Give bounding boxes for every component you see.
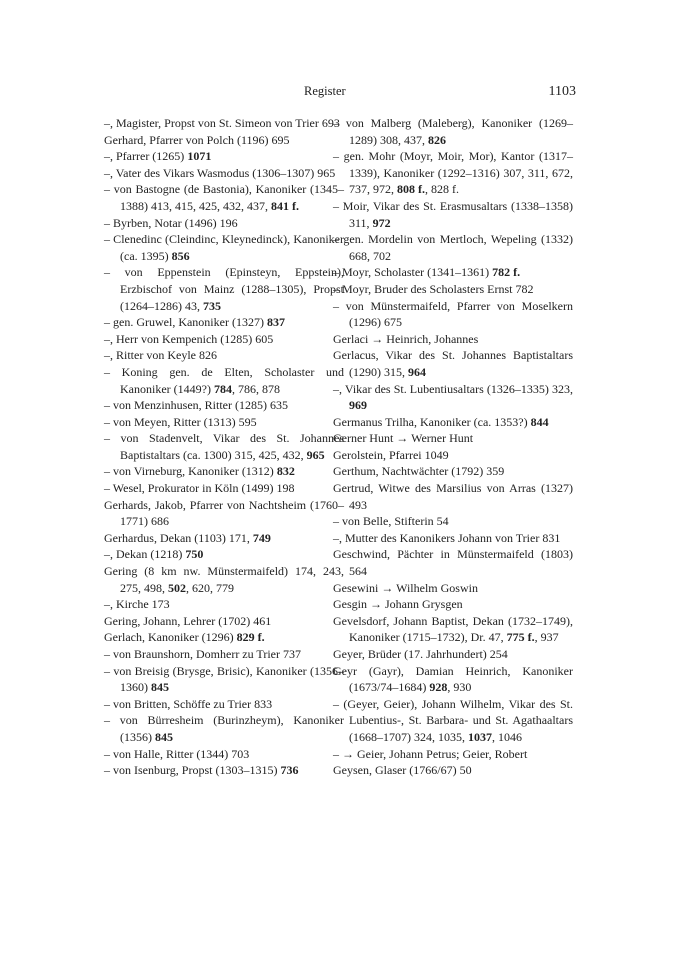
bold-page-reference: 928 [429,680,448,695]
index-entry: –, Vater des Vikars Wasmodus (1306–1307) 965 [104,165,336,180]
index-entry: – (Geyer, Geier), Johann Wilhelm, Vikar des St. Lubentius-, St. Barbara- und St. Agathaaltars (1668–1707) 324, 1035, 1037, 1046 [333,696,573,744]
bold-page-reference: 782 f. [492,265,521,280]
index-entry: – von Belle, Stifterin 54 [333,514,449,529]
bold-page-reference: 502 [168,580,186,595]
bold-page-reference: 856 [171,248,190,263]
index-entry: – von Halle, Ritter (1344) 703 [104,746,250,761]
index-entry: –, Pfarrer (1265) 1071 [104,149,212,164]
bold-page-reference: 750 [185,547,204,562]
index-entry: – Clenedinc (Cleindinc, Kleynedinck), Kanoniker (ca. 1395) 856 [104,232,344,263]
index-entry: Gerner Hunt → Werner Hunt [333,431,474,446]
index-entry: Gerthum, Nachtwächter (1792) 359 [333,464,505,479]
index-entry: Gerlach, Kanoniker (1296) 829 f. [104,630,265,645]
bold-page-reference: 964 [408,364,426,379]
bold-page-reference: 1037 [468,729,492,744]
index-entry: Gering, Johann, Lehrer (1702) 461 [104,613,272,628]
bold-page-reference: 844 [530,414,549,429]
bold-page-reference: 829 f. [236,630,265,645]
bold-page-reference: 749 [252,530,271,545]
index-entry: – von Menzinhusen, Ritter (1285) 635 [104,398,288,413]
index-entry: – von Isenburg, Propst (1303–1315) 736 [104,763,299,778]
index-entry: – gen. Mohr (Moyr, Moir, Mor), Kantor (1317–1339), Kanoniker (1292–1316) 307, 311, 672, 737, 972, 808 f., 828 f. [333,149,573,197]
page-header [0,84,700,104]
index-entry: Gerolstein, Pfarrei 1049 [333,447,449,462]
index-entry: Gesgin → Johann Grysgen [333,597,463,612]
index-entry: – Moyr, Bruder des Scholasters Ernst 782 [333,281,534,296]
index-column-left [104,115,344,779]
index-entry: –, Mutter des Kanonikers Johann von Trier 831 [333,530,561,545]
bold-page-reference: 972 [372,215,391,230]
index-entry: Gertrud, Witwe des Marsilius von Arras (1327) 493 [333,481,573,512]
bold-page-reference: 845 [155,729,173,744]
index-entry: Geyr (Gayr), Damian Heinrich, Kanoniker (1673/74–1684) 928, 930 [333,663,573,695]
bold-page-reference: 832 [276,464,295,479]
index-entry: – von Bastogne (de Bastonia), Kanoniker (1345–1388) 413, 415, 425, 432, 437, 841 f. [104,182,344,213]
index-entry: – Moyr, Scholaster (1341–1361) 782 f. [333,265,521,280]
index-entry: – Wesel, Prokurator in Köln (1499) 198 [104,481,295,496]
bold-page-reference: 736 [280,763,299,778]
bold-page-reference: 735 [203,298,221,313]
index-entry: – Byrben, Notar (1496) 196 [104,215,238,230]
bold-page-reference: 837 [266,315,285,330]
index-entry: – von Braunshorn, Domherr zu Trier 737 [104,647,301,661]
index-entry: Geysen, Glaser (1766/67) 50 [333,763,472,778]
bold-page-reference: 969 [349,398,367,413]
index-entry: –, Herr von Kempenich (1285) 605 [104,331,274,346]
index-entry: Gesewini → Wilhelm Goswin [333,580,478,595]
index-entry: – von Malberg (Maleberg), Kanoniker (1269–1289) 308, 437, 826 [333,116,573,147]
bold-page-reference: 841 f. [271,198,299,213]
index-entry: Gerlacus, Vikar des St. Johannes Baptistaltars (1290) 315, 964 [333,348,573,379]
index-column-right [333,115,573,779]
index-entry: – von Britten, Schöffe zu Trier 833 [104,696,273,711]
bold-page-reference: 1071 [187,149,212,164]
index-entry: Gering (8 km nw. Münstermaifeld) 174, 243, 275, 498, 502, 620, 779 [104,564,344,595]
index-entry: –, Magister, Propst von St. Simeon von Trier 693 [104,116,340,130]
index-entry: – von Eppenstein (Epinsteyn, Eppstein), Erzbischof von Mainz (1288–1305), Propst (1264–1286) 43, 735 [104,265,344,313]
bold-page-reference: 845 [151,680,169,695]
bold-page-reference: 784 [213,381,232,396]
bold-page-reference: 775 f. [506,630,535,645]
index-entry: Geyer, Brüder (17. Jahrhundert) 254 [333,647,508,661]
running-head-title: Register [304,84,346,98]
index-entry: – von Bürresheim (Burinzheym), Kanoniker (1356) 845 [104,713,344,744]
index-entry: – → Geier, Johann Petrus; Geier, Robert [333,746,528,761]
index-entry: – von Stadenvelt, Vikar des St. Johannes Baptistaltars (ca. 1300) 315, 425, 432, 965 [104,431,344,462]
index-entry: – von Virneburg, Kanoniker (1312) 832 [104,464,295,479]
index-entry: – von Breisig (Brysge, Brisic), Kanoniker (1356–1360) 845 [104,663,344,695]
index-entry: –, Ritter von Keyle 826 [104,348,217,363]
bold-page-reference: 808 f. [397,182,425,197]
bold-page-reference: 826 [428,132,446,147]
index-entry: – gen. Mordelin von Mertloch, Wepeling (1332) 668, 702 [333,232,573,263]
index-entry: – von Münstermaifeld, Pfarrer von Moselkern (1296) 675 [333,298,573,330]
index-entry: –, Kirche 173 [104,597,170,612]
index-entry: – Moir, Vikar des St. Erasmusaltars (1338–1358) 311, 972 [333,198,573,230]
index-entry: Geschwind, Pächter in Münstermaifeld (1803) 564 [333,547,573,579]
index-entry: Gerhard, Pfarrer von Polch (1196) 695 [104,132,290,147]
index-entry: –, Vikar des St. Lubentiusaltars (1326–1335) 323, 969 [333,381,573,413]
index-entry: Germanus Trilha, Kanoniker (ca. 1353?) 844 [333,414,549,429]
index-entry: Gevelsdorf, Johann Baptist, Dekan (1732–1749), Kanoniker (1715–1732), Dr. 47, 775 f., 937 [333,613,573,645]
index-entry: Gerhards, Jakob, Pfarrer von Nachtsheim (1760–1771) 686 [104,497,344,529]
bold-page-reference: 965 [306,447,325,462]
index-entry: – von Meyen, Ritter (1313) 595 [104,414,257,429]
page-number: 1103 [548,84,576,99]
index-entry: – Koning gen. de Elten, Scholaster und Kanoniker (1449?) 784, 786, 878 [104,364,344,396]
index-entry: – gen. Gruwel, Kanoniker (1327) 837 [104,315,285,330]
index-entry: –, Dekan (1218) 750 [104,547,204,562]
index-entry: Gerhardus, Dekan (1103) 171, 749 [104,530,271,545]
index-entry: Gerlaci → Heinrich, Johannes [333,331,479,346]
